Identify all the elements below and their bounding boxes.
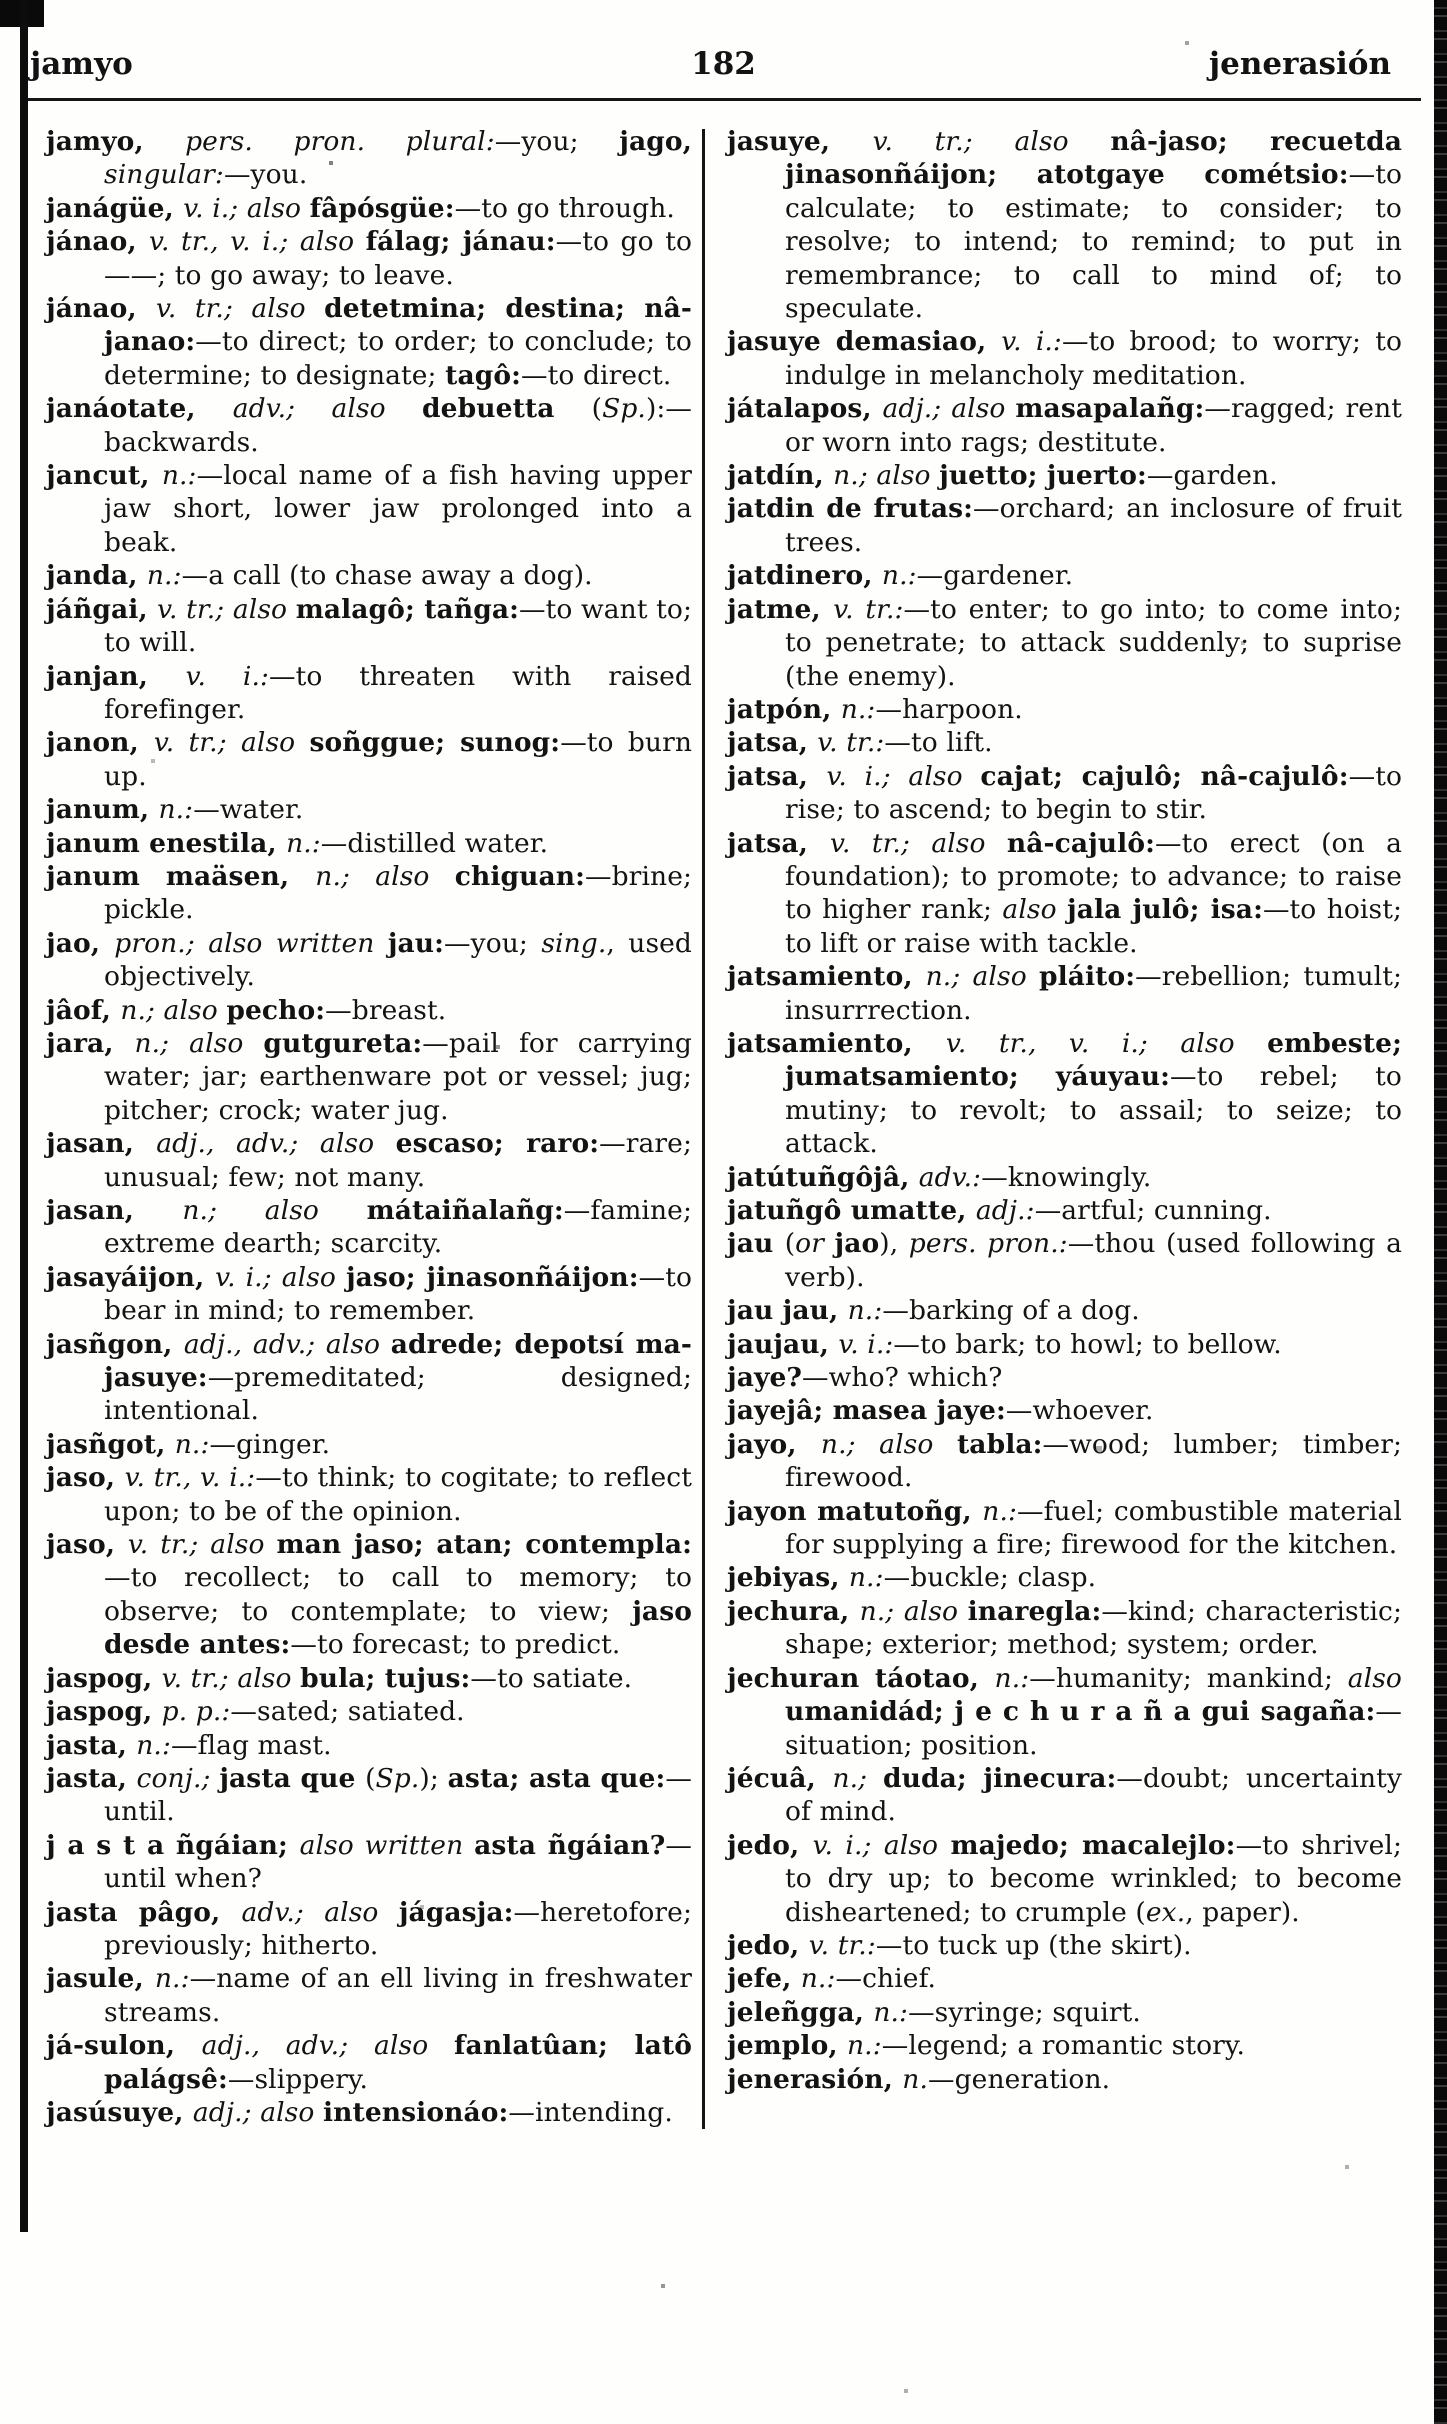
dictionary-entry: jâof, n.; also pecho:—breast.	[46, 994, 447, 1026]
dictionary-entry: jatsa, v. tr.:—to lift.	[727, 727, 993, 759]
dictionary-entry: já-sulon, adj., adv.; also fanlatûan; latô palágsê:—slippery.	[46, 2030, 692, 2095]
dictionary-entry: janjan, v. i.:—to threaten with raised forefinger.	[46, 660, 692, 725]
dictionary-entry: jasta pâgo, adv.; also jágasja:—heretofore; previously; hitherto.	[46, 1896, 692, 1961]
dictionary-entry: jaso, v. tr., v. i.:—to think; to cogitate; to reflect upon; to be of the opinion.	[46, 1462, 693, 1527]
dictionary-entry: jasuye, v. tr.; also nâ-jaso; recuetda jinasonñáijon; atotgaye cométsio:—to calculate; to estimate; to consider; to resolve; to intend; to remind; to put in remembrance; to call to mind of; to speculate.	[727, 126, 1402, 325]
dictionary-entry: jechura, n.; also inaregla:—kind; characteristic; shape; exterior; method; system; order.	[727, 1595, 1402, 1661]
dictionary-entry: jancut, n.:—local name of a fish having upper jaw short, lower jaw prolonged into a beak.	[46, 460, 693, 558]
dictionary-entry: jasan, adj., adv.; also escaso; raro:—rare; unusual; few; not many.	[46, 1128, 692, 1193]
left-column	[46, 125, 692, 2129]
dictionary-entry: jayo, n.; also tabla:—wood; lumber; timber; firewood.	[727, 1428, 1402, 1494]
dictionary-entry: jemplo, n.:—legend; a romantic story.	[727, 2030, 1246, 2062]
dictionary-entry: janum enestila, n.:—distilled water.	[46, 827, 549, 859]
dictionary-entry: jebiyas, n.:—buckle; clasp.	[727, 1562, 1097, 1594]
dictionary-entry: j a s t a ñgáian; also written asta ñgáian?—until when?	[46, 1829, 692, 1895]
dictionary-entry: jatútuñgôjâ, adv.:—knowingly.	[727, 1161, 1152, 1193]
dictionary-entry: jedo, v. tr.:—to tuck up (the skirt).	[727, 1929, 1192, 1961]
dictionary-entry: jasñgot, n.:—ginger.	[46, 1428, 331, 1460]
dictionary-entry: jara, n.; also gutgureta:—pail for carrying water; jar; earthenware pot or vessel; jug; pitcher; crock; water jug.	[46, 1027, 692, 1126]
dictionary-entry: jatdin de frutas:—orchard; an inclosure of fruit trees.	[727, 493, 1402, 558]
dictionary-entry: jasayáijon, v. i.; also jaso; jinasonñáijon:—to bear in mind; to remember.	[46, 1261, 692, 1327]
dictionary-entry: jaspog, v. tr.; also bula; tujus:—to satiate.	[46, 1662, 633, 1694]
running-head-right-word: jenerasión	[1208, 46, 1391, 82]
dictionary-entry: jasuye demasiao, v. i.:—to brood; to worry; to indulge in melancholy meditation.	[727, 326, 1402, 391]
dictionary-entry: jatdinero, n.:—gardener.	[727, 560, 1074, 592]
dictionary-entry: jao, pron.; also written jau:—you; sing., used objectively.	[46, 927, 692, 993]
dictionary-entry: jaujau, v. i.:—to bark; to howl; to bellow.	[727, 1328, 1282, 1360]
dictionary-entry: jaso, v. tr.; also man jaso; atan; contempla:—to recollect; to call to memory; to observe; to contemplate; to view; jaso desde antes:—to forecast; to predict.	[46, 1529, 692, 1661]
dictionary-entry: jechuran táotao, n.:—humanity; mankind; also umanidád; j e c h u r a ñ a gui sagaña:—situation; position.	[727, 1662, 1402, 1761]
dictionary-entry: jaye?—who? which?	[727, 1362, 1003, 1394]
dictionary-entry: janda, n.:—a call (to chase away a dog).	[46, 560, 593, 592]
dictionary-entry: jatuñgô umatte, adj.:—artful; cunning.	[727, 1195, 1272, 1226]
dictionary-entry: jau (or jao), pers. pron.:—thou (used following a verb).	[727, 1228, 1402, 1293]
dictionary-entry: jasúsuye, adj.; also intensionáo:—intending.	[46, 2096, 673, 2128]
dictionary-entry: jatdín, n.; also juetto; juerto:—garden.	[727, 460, 1278, 492]
dictionary-entry: jáñgai, v. tr.; also malagô; tañga:—to want to; to will.	[46, 593, 692, 659]
dictionary-entry: játalapos, adj.; also masapalañg:—ragged; rent or worn into rags; destitute.	[727, 393, 1403, 458]
scan-left-edge-artifact	[20, 0, 28, 2232]
dictionary-entry: janum maäsen, n.; also chiguan:—brine; pickle.	[46, 860, 693, 926]
dictionary-entry: jasan, n.; also mátaiñalañg:—famine; extreme dearth; scarcity.	[46, 1195, 692, 1260]
dictionary-entry: janáotate, adv.; also debuetta (Sp.):—backwards.	[46, 393, 693, 458]
dictionary-entry: jasta, conj.; jasta que (Sp.); asta; asta que:—until.	[46, 1762, 692, 1828]
dictionary-entry: jeleñgga, n.:—syringe; squirt.	[727, 1996, 1141, 2028]
dictionary-entry: jatsa, v. i.; also cajat; cajulô; nâ-cajulô:—to rise; to ascend; to begin to stir.	[727, 760, 1402, 826]
dictionary-entry: jau jau, n.:—barking of a dog.	[727, 1295, 1140, 1327]
running-head-left-word: jamyo	[30, 46, 133, 82]
dictionary-columns	[0, 101, 1447, 2129]
dictionary-entry: jánao, v. tr.; also detetmina; destina; nâ-janao:—to direct; to order; to conclude; to determine; to designate; tagô:—to direct.	[46, 293, 692, 391]
dictionary-entry: jenerasión, n.—generation.	[727, 2063, 1111, 2095]
column-divider-rule	[702, 129, 705, 2129]
page-number: 182	[691, 46, 756, 82]
scan-right-edge-artifact	[1434, 0, 1447, 2424]
dictionary-entry: jasule, n.:—name of an ell living in freshwater streams.	[46, 1963, 693, 2028]
dictionary-entry: jasta, n.:—flag mast.	[46, 1729, 332, 1761]
dictionary-entry: jatpón, n.:—harpoon.	[727, 693, 1023, 725]
dictionary-entry: jamyo, pers. pron. plural:—you; jago, singular:—you.	[46, 126, 692, 191]
dictionary-entry: janágüe, v. i.; also fâpósgüe:—to go through.	[46, 192, 675, 224]
dictionary-entry: jatme, v. tr.:—to enter; to go into; to come into; to penetrate; to attack suddenly; to suprise (the enemy).	[727, 593, 1402, 692]
right-column	[727, 125, 1402, 2096]
dictionary-entry: jayon matutoñg, n.:—fuel; combustible material for supplying a fire; firewood for the kitchen.	[727, 1495, 1402, 1561]
dictionary-entry: jaspog, p. p.:—sated; satiated.	[46, 1696, 465, 1728]
dictionary-entry: jayejâ; masea jaye:—whoever.	[727, 1395, 1154, 1427]
dictionary-entry: janum, n.:—water.	[46, 794, 304, 826]
dictionary-entry: jécuâ, n.; duda; jinecura:—doubt; uncertainty of mind.	[727, 1762, 1402, 1828]
dictionary-entry: jasñgon, adj., adv.; also adrede; depotsí ma-jasuye:—premeditated; designed; intentional.	[46, 1328, 692, 1427]
dictionary-entry: jatsamiento, n.; also pláito:—rebellion; tumult; insurrrection.	[727, 961, 1402, 1026]
dictionary-entry: jatsa, v. tr.; also nâ-cajulô:—to erect (on a foundation); to promote; to advance; to raise to higher rank; also jala julô; isa:—to hoist; to lift or raise with tackle.	[727, 827, 1402, 959]
dictionary-entry: jedo, v. i.; also majedo; macalejlo:—to shrivel; to dry up; to become wrinkled; to become disheartened; to crumple (ex., paper).	[727, 1829, 1402, 1928]
dictionary-entry: jatsamiento, v. tr., v. i.; also embeste; jumatsamiento; yáuyau:—to rebel; to mutiny; to revolt; to assail; to seize; to attack.	[727, 1027, 1402, 1160]
dictionary-entry: jánao, v. tr., v. i.; also fálag; jánau:—to go to ——; to go away; to leave.	[46, 226, 693, 291]
running-head	[0, 0, 1447, 82]
dictionary-entry: jefe, n.:—chief.	[727, 1963, 937, 1995]
dictionary-entry: janon, v. tr.; also soñggue; sunog:—to burn up.	[46, 727, 693, 792]
